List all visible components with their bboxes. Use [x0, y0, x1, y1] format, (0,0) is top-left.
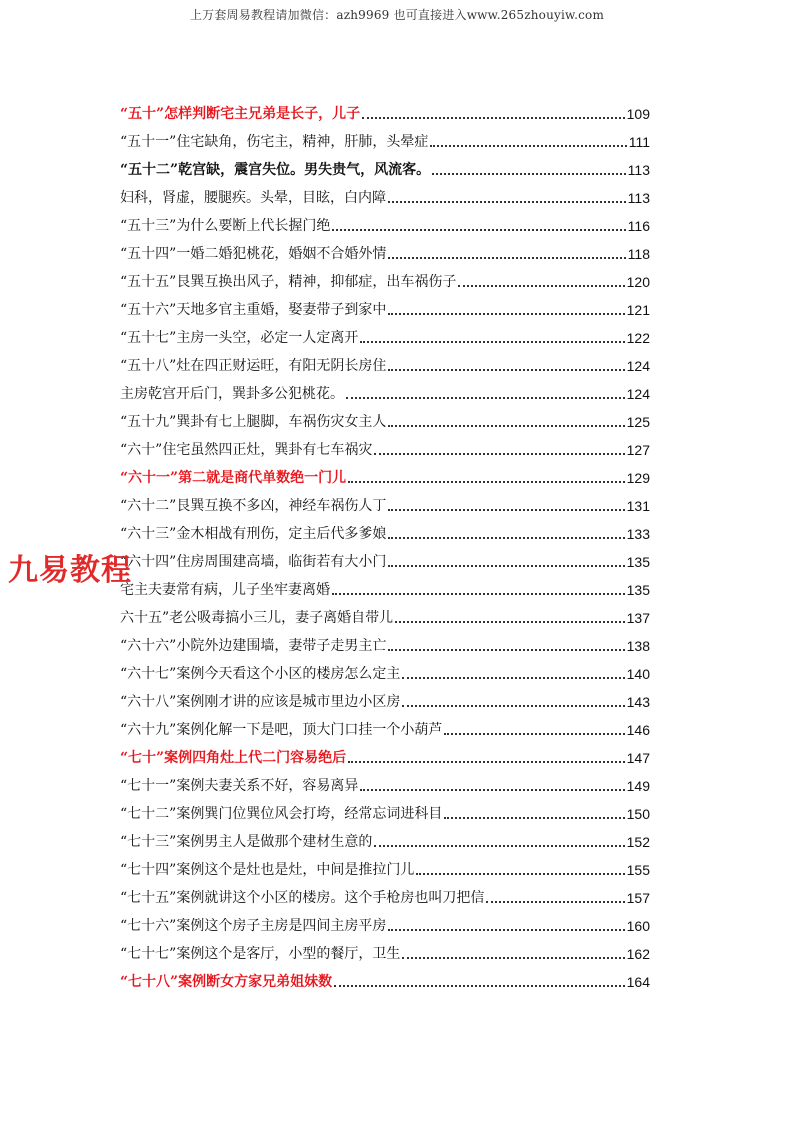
toc-dot-leader	[395, 621, 624, 623]
toc-entry-title: 宅主夫妻常有病，儿子坐牢妻离婚	[120, 582, 330, 598]
toc-entry-page-number: 143	[626, 694, 650, 710]
toc-dot-leader	[416, 873, 624, 875]
toc-entry-title: “五十六”天地多官主重婚，娶妻带子到家中	[120, 302, 387, 318]
toc-dot-leader	[362, 117, 625, 119]
toc-entry[interactable]	[120, 688, 650, 716]
toc-entry[interactable]	[120, 940, 650, 968]
toc-entry[interactable]	[120, 968, 650, 996]
toc-dot-leader	[388, 509, 624, 511]
toc-entry-page-number: 150	[626, 806, 650, 822]
toc-entry-title: “七十八”案例断女方家兄弟姐妹数	[120, 974, 333, 990]
table-of-contents	[120, 100, 650, 996]
toc-dot-leader	[348, 481, 625, 483]
toc-entry-title: “六十九”案例化解一下是吧，顶大门口挂一个小葫芦	[120, 722, 443, 738]
toc-entry-title: “七十三”案例男主人是做那个建材生意的	[120, 834, 373, 850]
toc-entry-page-number: 109	[626, 106, 650, 122]
toc-dot-leader	[374, 845, 624, 847]
toc-entry-page-number: 147	[626, 750, 650, 766]
toc-entry[interactable]	[120, 660, 650, 688]
toc-dot-leader	[388, 257, 625, 259]
toc-dot-leader	[388, 929, 624, 931]
toc-entry-page-number: 111	[628, 134, 650, 150]
toc-entry[interactable]	[120, 464, 650, 492]
toc-entry[interactable]	[120, 324, 650, 352]
toc-entry[interactable]	[120, 100, 650, 128]
toc-entry[interactable]	[120, 436, 650, 464]
toc-entry-page-number: 152	[626, 834, 650, 850]
toc-entry-title: “六十六”小院外边建围墙，妻带子走男主亡	[120, 638, 387, 654]
toc-entry-page-number: 116	[627, 218, 650, 234]
toc-dot-leader	[388, 369, 624, 371]
toc-entry-page-number: 124	[626, 386, 650, 402]
toc-entry-title: “六十二”艮巽互换不多凶，神经车祸伤人丁	[120, 498, 387, 514]
toc-entry-page-number: 138	[626, 638, 650, 654]
toc-entry-title: “六十一”第二就是商代单数绝一门儿	[120, 470, 347, 486]
toc-entry[interactable]	[120, 520, 650, 548]
toc-entry[interactable]	[120, 296, 650, 324]
toc-entry-title: “五十一”住宅缺角，伤宅主，精神，肝肺，头晕症	[120, 134, 429, 150]
toc-entry[interactable]	[120, 268, 650, 296]
toc-entry[interactable]	[120, 772, 650, 800]
toc-dot-leader	[348, 761, 625, 763]
toc-entry[interactable]	[120, 884, 650, 912]
toc-entry-title: “五十九”巽卦有七上腿脚，车祸伤灾女主人	[120, 414, 387, 430]
toc-dot-leader	[444, 733, 624, 735]
toc-dot-leader	[486, 901, 624, 903]
toc-entry-title: “七十五”案例就讲这个小区的楼房。这个手枪房也叫刀把信	[120, 890, 485, 906]
toc-entry-page-number: 149	[626, 778, 650, 794]
toc-entry[interactable]	[120, 800, 650, 828]
toc-entry-page-number: 162	[626, 946, 650, 962]
toc-entry-page-number: 122	[626, 330, 650, 346]
toc-entry-title: “六十”住宅虽然四正灶，巽卦有七车祸灾	[120, 442, 373, 458]
toc-entry-title: “五十二”乾宫缺，震宫失位。男失贵气，风流客。	[120, 162, 431, 178]
toc-entry-page-number: 118	[627, 246, 650, 262]
toc-dot-leader	[334, 985, 625, 987]
toc-entry[interactable]	[120, 492, 650, 520]
toc-dot-leader	[402, 957, 624, 959]
toc-dot-leader	[402, 677, 624, 679]
toc-entry-title: 六十五”老公吸毒搞小三儿，妻子离婚自带儿	[120, 610, 394, 626]
toc-entry-title: 妇科，肾虚，腰腿疾。头晕，目眩，白内障	[120, 190, 386, 206]
toc-entry-page-number: 155	[626, 862, 650, 878]
toc-entry-title: 主房乾宫开后门，巽卦多公犯桃花。	[120, 386, 344, 402]
toc-entry[interactable]	[120, 380, 650, 408]
toc-entry[interactable]	[120, 128, 650, 156]
toc-entry-page-number: 113	[627, 190, 650, 206]
toc-dot-leader	[388, 537, 624, 539]
toc-entry-page-number: 121	[626, 302, 650, 318]
toc-entry[interactable]	[120, 212, 650, 240]
toc-entry-page-number: 113	[627, 162, 650, 178]
toc-entry-page-number: 140	[626, 666, 650, 682]
toc-entry[interactable]	[120, 352, 650, 380]
toc-entry-page-number: 135	[626, 554, 650, 570]
toc-dot-leader	[430, 145, 626, 147]
toc-dot-leader	[444, 817, 624, 819]
toc-dot-leader	[388, 425, 624, 427]
watermark-text: 九易教程	[8, 553, 132, 588]
toc-entry-page-number: 157	[626, 890, 650, 906]
toc-entry-page-number: 125	[626, 414, 650, 430]
toc-dot-leader	[388, 565, 624, 567]
toc-entry[interactable]	[120, 156, 650, 184]
toc-entry[interactable]	[120, 408, 650, 436]
toc-entry-title: “七十四”案例这个是灶也是灶，中间是推拉门儿	[120, 862, 415, 878]
toc-entry-title: “六十七”案例今天看这个小区的楼房怎么定主	[120, 666, 401, 682]
toc-entry-page-number: 124	[626, 358, 650, 374]
toc-entry[interactable]	[120, 184, 650, 212]
toc-entry[interactable]	[120, 716, 650, 744]
toc-entry-title: “七十一”案例夫妻关系不好，容易离异	[120, 778, 359, 794]
toc-entry[interactable]	[120, 828, 650, 856]
toc-entry-title: “五十七”主房一头空，必定一人定离开	[120, 330, 359, 346]
page-header-banner: 上万套周易教程请加微信：azh9969 也可直接进入www.265zhouyiw.com	[189, 8, 605, 22]
toc-entry-title: “七十二”案例巽门位巽位风会打垮，经常忘词进科目	[120, 806, 443, 822]
toc-entry[interactable]	[120, 912, 650, 940]
toc-entry-page-number: 164	[626, 974, 650, 990]
toc-entry-title: “五十”怎样判断宅主兄弟是长子，儿子	[120, 106, 361, 122]
toc-entry-title: “五十四”一婚二婚犯桃花，婚姻不合婚外情	[120, 246, 387, 262]
toc-dot-leader	[360, 789, 624, 791]
toc-dot-leader	[458, 285, 624, 287]
toc-entry[interactable]	[120, 744, 650, 772]
toc-dot-leader	[388, 649, 624, 651]
toc-entry[interactable]	[120, 576, 650, 604]
toc-entry-title: “六十八”案例刚才讲的应该是城市里边小区房	[120, 694, 401, 710]
toc-dot-leader	[388, 313, 624, 315]
toc-entry[interactable]	[120, 604, 650, 632]
toc-entry-title: “七十六”案例这个房子主房是四间主房平房	[120, 918, 387, 934]
toc-entry-title: “七十”案例四角灶上代二门容易绝后	[120, 750, 347, 766]
toc-entry-title: “五十五”艮巽互换出风子，精神，抑郁症，出车祸伤子	[120, 274, 457, 290]
toc-entry-page-number: 131	[626, 498, 650, 514]
toc-entry-title: “七十七”案例这个是客厅，小型的餐厅，卫生	[120, 946, 401, 962]
toc-entry-page-number: 137	[626, 610, 650, 626]
toc-entry-title: “六十四”住房周围建高墙，临街若有大小门	[120, 554, 387, 570]
toc-dot-leader	[332, 229, 625, 231]
toc-entry[interactable]	[120, 632, 650, 660]
toc-entry-page-number: 160	[626, 918, 650, 934]
toc-entry-page-number: 129	[626, 470, 650, 486]
toc-dot-leader	[346, 397, 625, 399]
toc-dot-leader	[432, 173, 626, 175]
toc-entry-page-number: 120	[626, 274, 650, 290]
toc-entry[interactable]	[120, 240, 650, 268]
toc-entry[interactable]	[120, 548, 650, 576]
toc-entry-page-number: 127	[626, 442, 650, 458]
toc-entry-title: “五十八”灶在四正财运旺，有阳无阴长房住	[120, 358, 387, 374]
toc-dot-leader	[332, 593, 625, 595]
toc-entry-page-number: 135	[626, 582, 650, 598]
toc-dot-leader	[388, 201, 626, 203]
toc-dot-leader	[360, 341, 624, 343]
toc-entry-title: “五十三”为什么要断上代长握门绝	[120, 218, 331, 234]
toc-entry-title: “六十三”金木相战有刑伤，定主后代多爹娘	[120, 526, 387, 542]
toc-dot-leader	[402, 705, 624, 707]
toc-dot-leader	[374, 453, 624, 455]
toc-entry-page-number: 146	[626, 722, 650, 738]
toc-entry[interactable]	[120, 856, 650, 884]
toc-entry-page-number: 133	[626, 526, 650, 542]
